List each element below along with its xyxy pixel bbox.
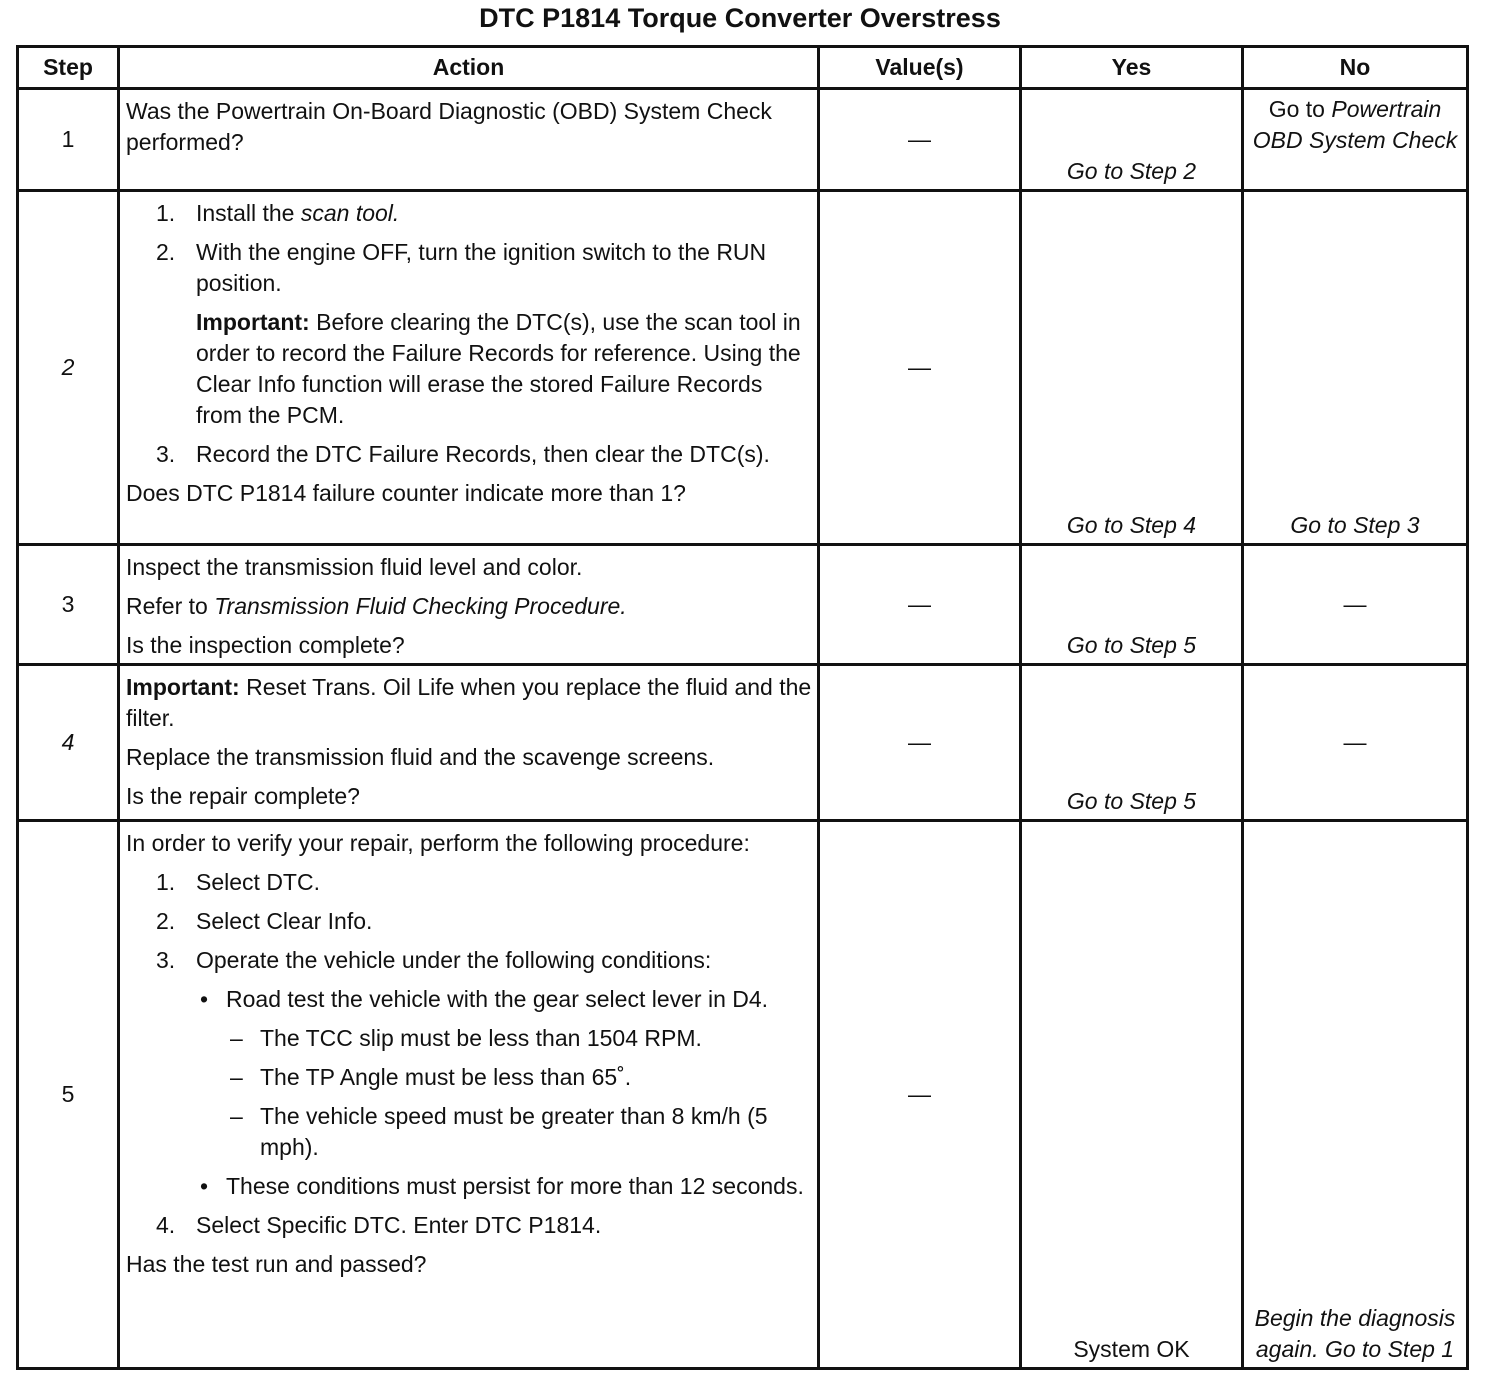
list-text: With the engine OFF, turn the ignition switch to the RUN position. xyxy=(196,239,767,296)
action-intro: In order to verify your repair, perform the following procedure: xyxy=(126,830,750,856)
important-text: Before clearing the DTC(s), use the scan tool in order to record the Failure Records for reference. Using the Clear Info function will erase the stored Failure Records from the PCM. xyxy=(196,309,801,428)
list-item xyxy=(126,945,813,976)
important-label: Important: xyxy=(196,309,310,335)
list-number: 1. xyxy=(156,200,176,226)
no-cell xyxy=(1243,89,1468,191)
action-cell xyxy=(119,191,819,545)
table-row-step-2 xyxy=(18,191,1468,545)
important-label: Important: xyxy=(126,674,240,700)
dash-icon: – xyxy=(230,1025,243,1051)
step-number: 4 xyxy=(18,665,119,821)
action-question: Does DTC P1814 failure counter indicate more than 1? xyxy=(126,480,686,506)
value-cell: — xyxy=(819,545,1021,665)
value-cell: — xyxy=(819,665,1021,821)
dash-text: The vehicle speed must be greater than 8 km/h (5 mph). xyxy=(260,1103,768,1160)
refer-prefix: Refer to xyxy=(126,593,208,619)
list-text: Operate the vehicle under the following conditions: xyxy=(196,947,712,973)
list-number: 2. xyxy=(156,239,176,265)
value-cell: — xyxy=(819,821,1021,1369)
action-cell xyxy=(119,821,819,1369)
yes-cell: Go to Step 4 xyxy=(1021,191,1243,545)
bullet-icon: • xyxy=(200,1173,209,1199)
dash-item xyxy=(126,1023,813,1054)
table-row-step-3 xyxy=(18,545,1468,665)
bullet-icon: • xyxy=(200,986,209,1012)
important-note xyxy=(126,672,813,734)
action-question: Is the inspection complete? xyxy=(126,632,405,658)
yes-cell: Go to Step 5 xyxy=(1021,545,1243,665)
bullet-item xyxy=(126,1171,813,1202)
header-values: Value(s) xyxy=(819,47,1021,89)
diagnostic-table xyxy=(16,45,1469,1370)
action-line: Replace the transmission fluid and the scavenge screens. xyxy=(126,744,715,770)
action-cell xyxy=(119,665,819,821)
yes-cell: System OK xyxy=(1021,821,1243,1369)
refer-link[interactable]: Transmission Fluid Checking Procedure. xyxy=(214,593,627,619)
dash-text: The TP Angle must be less than 65˚. xyxy=(260,1064,632,1090)
list-number: 3. xyxy=(156,947,176,973)
no-cell: Begin the diagnosis again. Go to Step 1 xyxy=(1243,821,1468,1369)
no-prefix: Go to xyxy=(1268,96,1325,122)
action-refer xyxy=(126,591,813,622)
no-link[interactable]: Powertrain OBD System Check xyxy=(1252,96,1458,153)
important-note xyxy=(126,307,813,431)
list-text: Select DTC. xyxy=(196,869,320,895)
important-text: Reset Trans. Oil Life when you replace the fluid and the filter. xyxy=(126,674,812,731)
step-number: 1 xyxy=(18,89,119,191)
dash-text: The TCC slip must be less than 1504 RPM. xyxy=(260,1025,702,1051)
table-row-step-4 xyxy=(18,665,1468,821)
bullet-text: These conditions must persist for more than 12 seconds. xyxy=(226,1173,804,1199)
step-number: 5 xyxy=(18,821,119,1369)
step-number: 3 xyxy=(18,545,119,665)
action-question: Was the Powertrain On-Board Diagnostic (OBD) System Check performed? xyxy=(126,98,772,155)
no-cell: — xyxy=(1243,545,1468,665)
bullet-item xyxy=(126,984,813,1015)
list-item xyxy=(126,906,813,937)
list-item xyxy=(126,237,813,299)
action-line: Inspect the transmission fluid level and color. xyxy=(126,554,583,580)
action-question: Is the repair complete? xyxy=(126,783,360,809)
page-title: DTC P1814 Torque Converter Overstress xyxy=(479,3,1001,33)
dash-icon: – xyxy=(230,1103,243,1129)
table-row-step-5 xyxy=(18,821,1468,1369)
yes-cell: Go to Step 2 xyxy=(1021,89,1243,191)
list-text: Record the DTC Failure Records, then clear the DTC(s). xyxy=(196,441,770,467)
action-cell xyxy=(119,545,819,665)
dash-item xyxy=(126,1101,813,1163)
list-text: Select Clear Info. xyxy=(196,908,373,934)
header-step: Step xyxy=(18,47,119,89)
dash-item xyxy=(126,1062,813,1093)
list-number: 4. xyxy=(156,1212,176,1238)
list-item xyxy=(126,198,813,229)
yes-cell: Go to Step 5 xyxy=(1021,665,1243,821)
no-cell: Go to Step 3 xyxy=(1243,191,1468,545)
header-no: No xyxy=(1243,47,1468,89)
bullet-text: Road test the vehicle with the gear select lever in D4. xyxy=(226,986,769,1012)
header-row xyxy=(18,47,1468,89)
header-action: Action xyxy=(119,47,819,89)
no-cell: — xyxy=(1243,665,1468,821)
list-number: 1. xyxy=(156,869,176,895)
list-item xyxy=(126,1210,813,1241)
action-question: Has the test run and passed? xyxy=(126,1251,427,1277)
dash-icon: – xyxy=(230,1064,243,1090)
table-row-step-1 xyxy=(18,89,1468,191)
scan-tool-link: scan tool. xyxy=(300,200,400,226)
value-cell: — xyxy=(819,89,1021,191)
list-text: Select Specific DTC. Enter DTC P1814. xyxy=(196,1212,602,1238)
header-yes: Yes xyxy=(1021,47,1243,89)
list-number: 3. xyxy=(156,441,176,467)
action-cell xyxy=(119,89,819,191)
list-item xyxy=(126,867,813,898)
list-item xyxy=(126,439,813,470)
step-number: 2 xyxy=(18,191,119,545)
list-text: Install the xyxy=(196,200,295,226)
list-number: 2. xyxy=(156,908,176,934)
value-cell: — xyxy=(819,191,1021,545)
